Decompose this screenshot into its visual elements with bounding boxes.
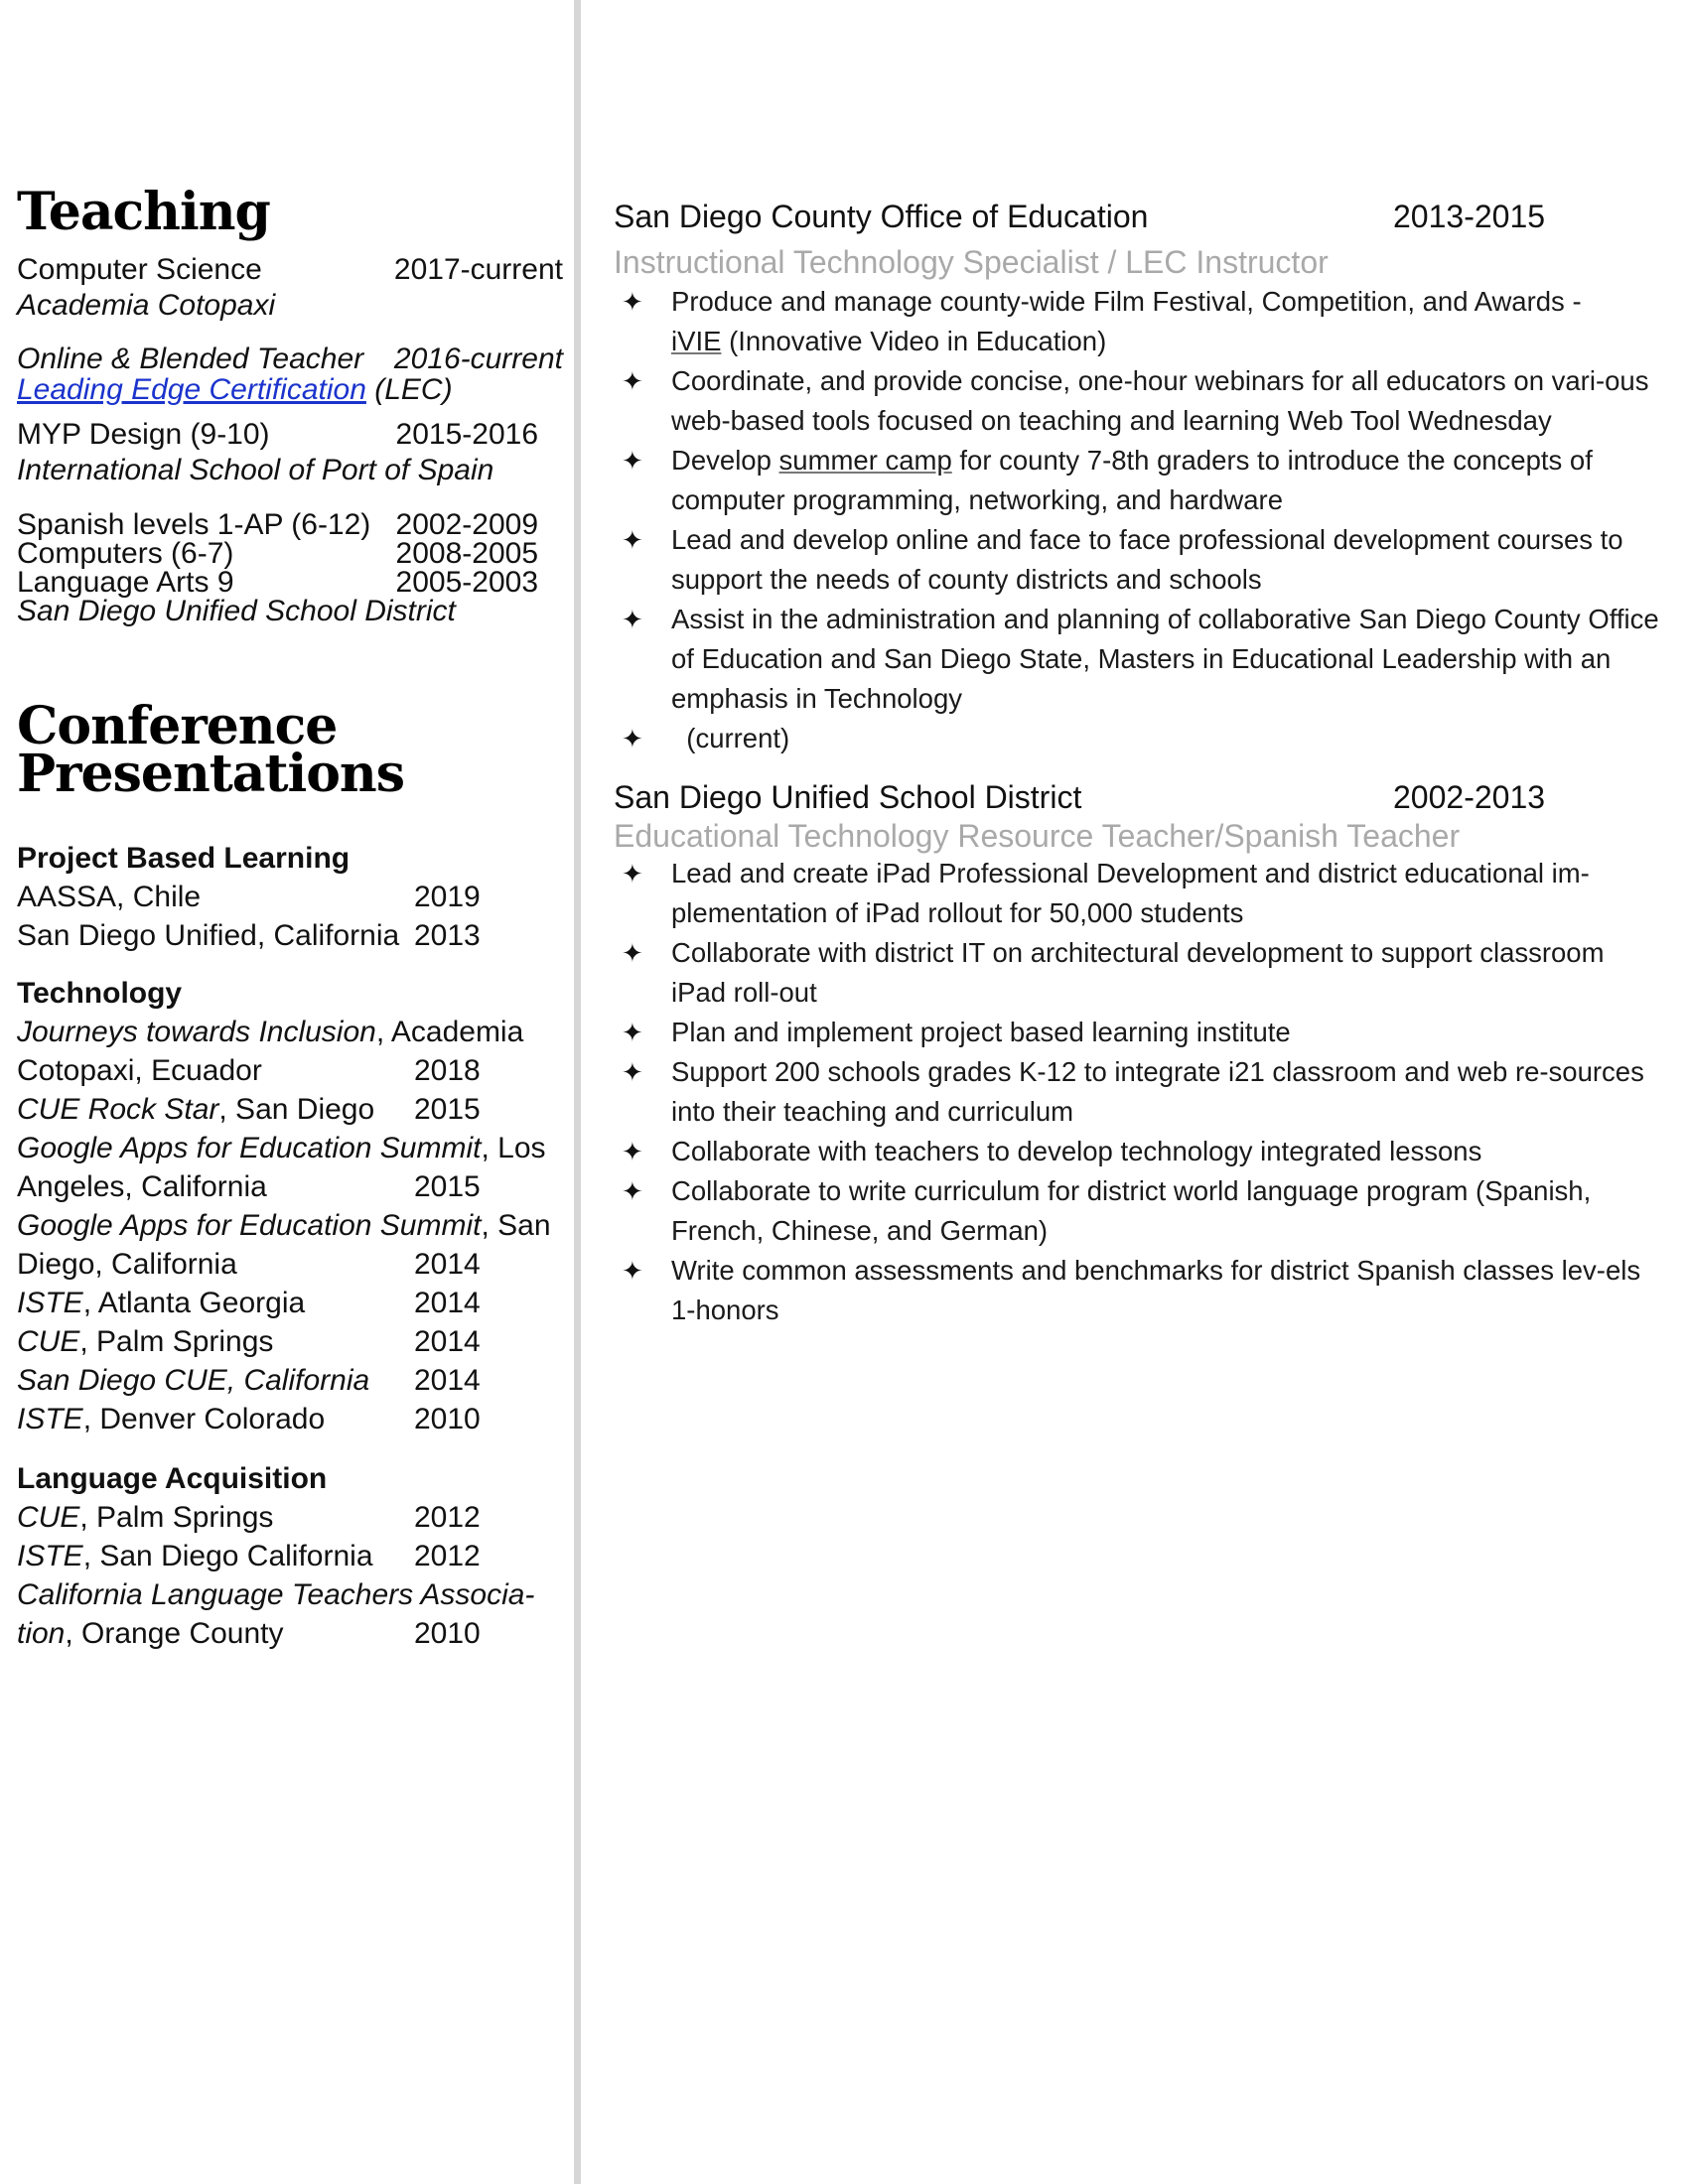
list-item: ✦ Support 200 schools grades K-12 to integrate i21 classroom and web re-sources into their teaching and curriculum <box>614 1052 1666 1132</box>
job-years: 2013-2015 <box>1393 199 1546 234</box>
list-item: ISTE, Atlanta Georgia 2014 <box>17 1287 481 1319</box>
myp-title: MYP Design (9-10) <box>17 418 270 451</box>
star-bullet-icon: ✦ <box>622 605 643 634</box>
list-item: San Diego Unified, California 2013 <box>17 919 481 952</box>
cs-title: Computer Science <box>17 253 262 286</box>
list-item: ✦ Produce and manage county-wide Film Festival, Competition, and Awards - iVIE (Innovative Video in Education) <box>614 282 1666 361</box>
star-bullet-icon: ✦ <box>622 366 643 396</box>
myp-years: 2015-2016 <box>395 418 538 451</box>
job-sdusd <box>614 776 1666 1330</box>
teaching-myp <box>17 417 563 488</box>
sdusd-label: San Diego Unified School District <box>17 595 456 627</box>
job-org: San Diego Unified School District <box>614 779 1082 815</box>
star-bullet-icon: ✦ <box>622 859 643 888</box>
pbl-heading: Project Based Learning <box>17 842 351 875</box>
list-item: California Language Teachers Associa- <box>17 1578 535 1611</box>
star-bullet-icon: ✦ <box>622 1018 643 1047</box>
list-item: ✦ (current) <box>614 719 1666 758</box>
list-item: ✦ Write common assessments and benchmarks for district Spanish classes lev-els 1-honors <box>614 1251 1666 1330</box>
list-item: AASSA, Chile 2019 <box>17 881 481 913</box>
lec-suffix: (LEC) <box>365 373 453 406</box>
list-item: CUE, Palm Springs 2012 <box>17 1501 481 1534</box>
technology-heading: Technology <box>17 977 183 1010</box>
technology-section: Technology Journeys towards Inclusion, Academia Cotopaxi, Ecuador 2018 CUE Rock Star, San Diego 2015 Google Apps for Education Summit, Los Angeles, California 2015 Google Apps for Education Summit, San Diego, California 2014 ISTE, Atlanta Georgia 2014 CUE, Palm Springs 2014 San Diego CUE, California 2014 ISTE, Denver Colorado 2010 <box>17 975 563 1438</box>
star-bullet-icon: ✦ <box>622 1176 643 1206</box>
list-item: ✦ Collaborate with district IT on architectural development to support classroom iPad roll-out <box>614 933 1666 1013</box>
language-acquisition-heading: Language Acquisition <box>17 1462 328 1495</box>
star-bullet-icon: ✦ <box>622 1057 643 1087</box>
right-column <box>614 196 1666 1330</box>
star-bullet-icon: ✦ <box>622 724 643 753</box>
list-item: ✦ Collaborate with teachers to develop technology integrated lessons <box>614 1132 1666 1171</box>
list-item: ✦ Assist in the administration and planning of collaborative San Diego County Office of Education and San Diego State, Masters in Educational Leadership with an emphasis in Technology <box>614 600 1666 719</box>
list-item: CUE, Palm Springs 2014 <box>17 1325 481 1358</box>
obt-title: Online & Blended Teacher <box>17 342 364 375</box>
list-item: ✦ Collaborate to write curriculum for district world language program (Spanish, French, Chinese, and German) <box>614 1171 1666 1251</box>
list-item: Journeys towards Inclusion, Academia <box>17 1016 524 1048</box>
list-item: ✦ Coordinate, and provide concise, one-hour webinars for all educators on vari-ous web-based tools focused on teaching and learning Web Tool Wednesday <box>614 361 1666 441</box>
star-bullet-icon: ✦ <box>622 446 643 476</box>
star-bullet-icon: ✦ <box>622 1256 643 1286</box>
list-item: ✦ Lead and create iPad Professional Development and district educational im-plementation of iPad rollout for 50,000 students <box>614 854 1666 933</box>
list-item: ✦ Lead and develop online and face to face professional development courses to support the needs of county districts and schools <box>614 520 1666 600</box>
list-item: Google Apps for Education Summit, San <box>17 1209 551 1242</box>
column-divider <box>574 0 581 2184</box>
language-arts-title: Language Arts 9 <box>17 566 234 599</box>
teaching-sdusd <box>17 510 563 625</box>
star-bullet-icon: ✦ <box>622 525 643 555</box>
obt-years: 2016-current <box>393 342 563 375</box>
cs-years: 2017-current <box>393 253 563 286</box>
job-bullets <box>614 282 1666 758</box>
spanish-title: Spanish levels 1-AP (6-12) <box>17 508 371 541</box>
list-item: San Diego CUE, California 2014 <box>17 1364 481 1397</box>
list-item: ISTE, Denver Colorado 2010 <box>17 1403 481 1435</box>
job-sdcoe <box>614 196 1666 758</box>
star-bullet-icon: ✦ <box>622 1137 643 1166</box>
teaching-cs <box>17 252 563 324</box>
list-item: ISTE, San Diego California 2012 <box>17 1540 481 1572</box>
computers-years: 2008-2005 <box>395 537 538 570</box>
left-column <box>17 182 563 1653</box>
job-bullets <box>614 854 1666 1330</box>
myp-school: International School of Port of Spain <box>17 454 494 486</box>
star-bullet-icon: ✦ <box>622 938 643 968</box>
cs-school: Academia Cotopaxi <box>17 289 276 322</box>
job-years: 2002-2013 <box>1393 779 1546 815</box>
list-item: CUE Rock Star, San Diego 2015 <box>17 1093 481 1126</box>
job-role: Educational Technology Resource Teacher/Spanish Teacher <box>614 818 1461 854</box>
computers-title: Computers (6-7) <box>17 537 234 570</box>
summer-camp-link[interactable]: summer camp <box>778 445 952 476</box>
pbl-section <box>17 840 563 955</box>
language-arts-years: 2005-2003 <box>395 566 538 599</box>
ivie-link[interactable]: iVIE <box>671 326 722 356</box>
spanish-years: 2002-2009 <box>395 508 538 541</box>
list-item: ✦ Develop summer camp for county 7-8th graders to introduce the concepts of computer programming, networking, and hardware <box>614 441 1666 520</box>
list-item: ✦ Plan and implement project based learning institute <box>614 1013 1666 1052</box>
list-item: Google Apps for Education Summit, Los <box>17 1132 546 1164</box>
job-role: Instructional Technology Specialist / LEC Instructor <box>614 244 1329 280</box>
job-org: San Diego County Office of Education <box>614 199 1149 234</box>
teaching-heading: Teaching <box>17 182 270 242</box>
teaching-obt <box>17 343 563 405</box>
language-acquisition-section: Language Acquisition CUE, Palm Springs 2012 ISTE, San Diego California 2012 California Language Teachers Associa- tion, Orange County 2010 <box>17 1460 563 1653</box>
lec-link[interactable]: Leading Edge Certification <box>17 373 366 406</box>
star-bullet-icon: ✦ <box>622 287 643 317</box>
conference-heading: Conference Presentations <box>17 696 404 804</box>
